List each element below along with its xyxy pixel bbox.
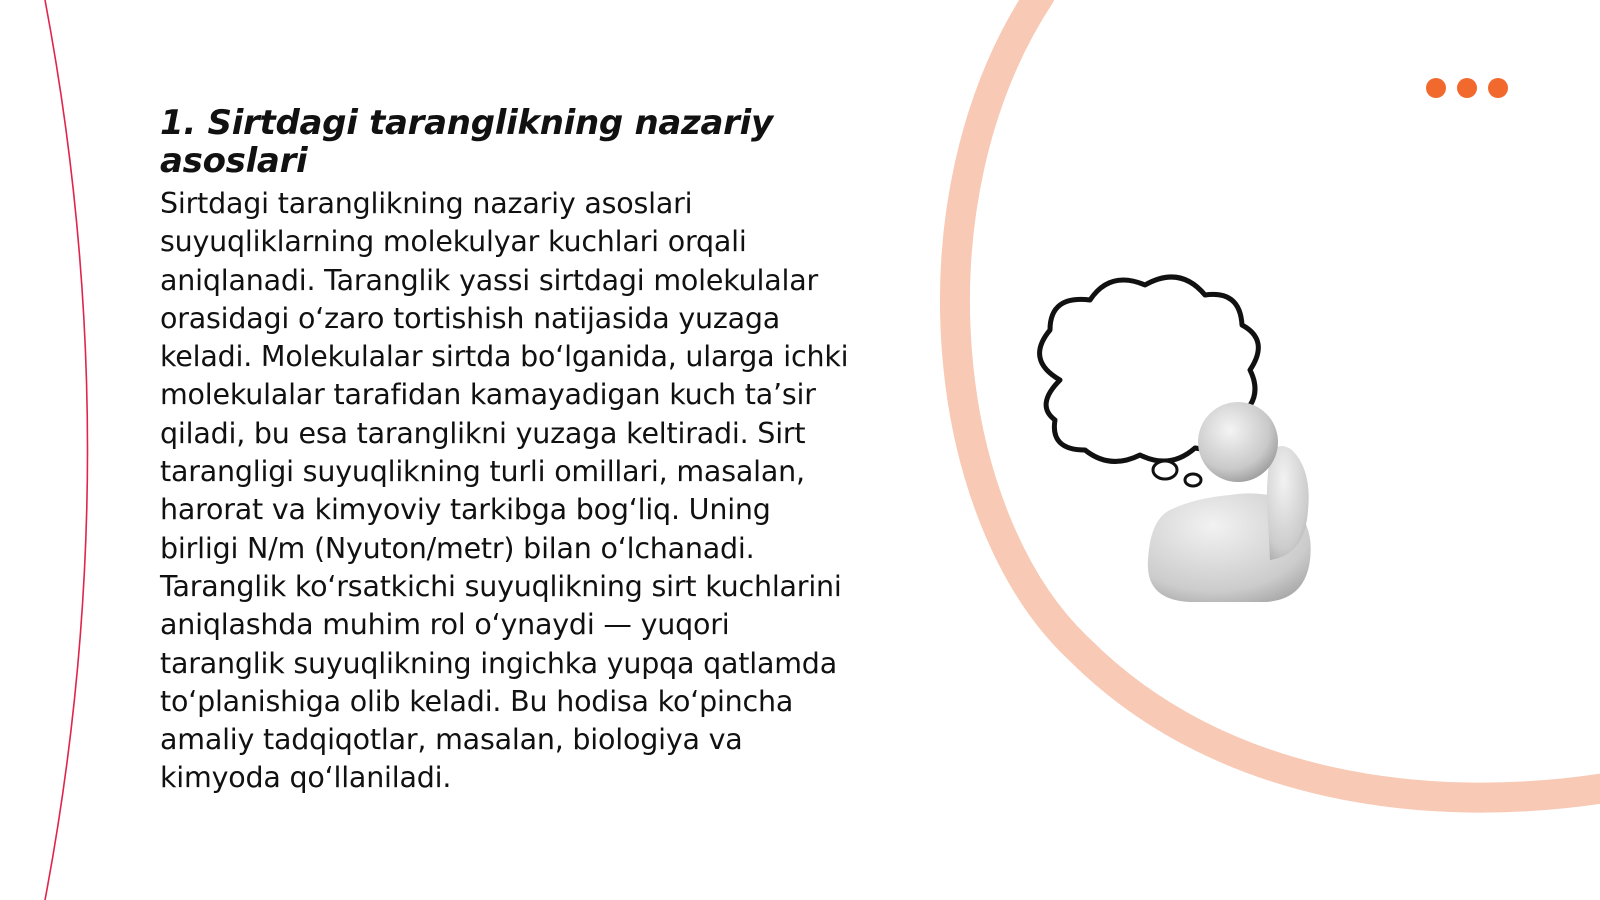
person-head xyxy=(1198,402,1278,482)
menu-dots xyxy=(1426,78,1508,98)
thought-bubble-tiny xyxy=(1185,474,1201,486)
dot xyxy=(1457,78,1477,98)
thinking-person-illustration xyxy=(1030,270,1350,620)
dot xyxy=(1426,78,1446,98)
thought-bubble-small xyxy=(1153,461,1177,479)
slide-body-text: Sirtdagi taranglikning nazariy asoslari suyuqliklarning molekulyar kuchlari orqali aniqlanadi. Taranglik yassi sirtdagi molekulalar orasidagi o‘zaro tortishish natijasida yuzaga keladi. Molekulalar sirtda bo‘lganida, ularga ichki molekulalar tarafidan kamayadigan kuch ta’sir qiladi, bu esa taranglikni yuzaga keltiradi. Sirt tarangligi suyuqlikning turli omillari, masalan, harorat va kimyoviy tarkibga bog‘liq. Uning birligi N/m (Nyuton/metr) bilan o‘lchanadi. Taranglik ko‘rsatkichi suyuqlikning sirt kuchlarini aniqlashda muhim rol o‘ynaydi — yuqori taranglik suyuqlikning ingichka yupqa qatlamda to‘planishiga olib keladi. Bu hodisa ko‘pincha amaliy tadqiqotlar, masalan, biologiya va kimyoda qo‘llaniladi. xyxy=(160,187,849,795)
slide-title: 1. Sirtdagi taranglikning nazariy asoslari xyxy=(160,103,773,181)
left-curve-line xyxy=(45,0,88,900)
dot xyxy=(1488,78,1508,98)
